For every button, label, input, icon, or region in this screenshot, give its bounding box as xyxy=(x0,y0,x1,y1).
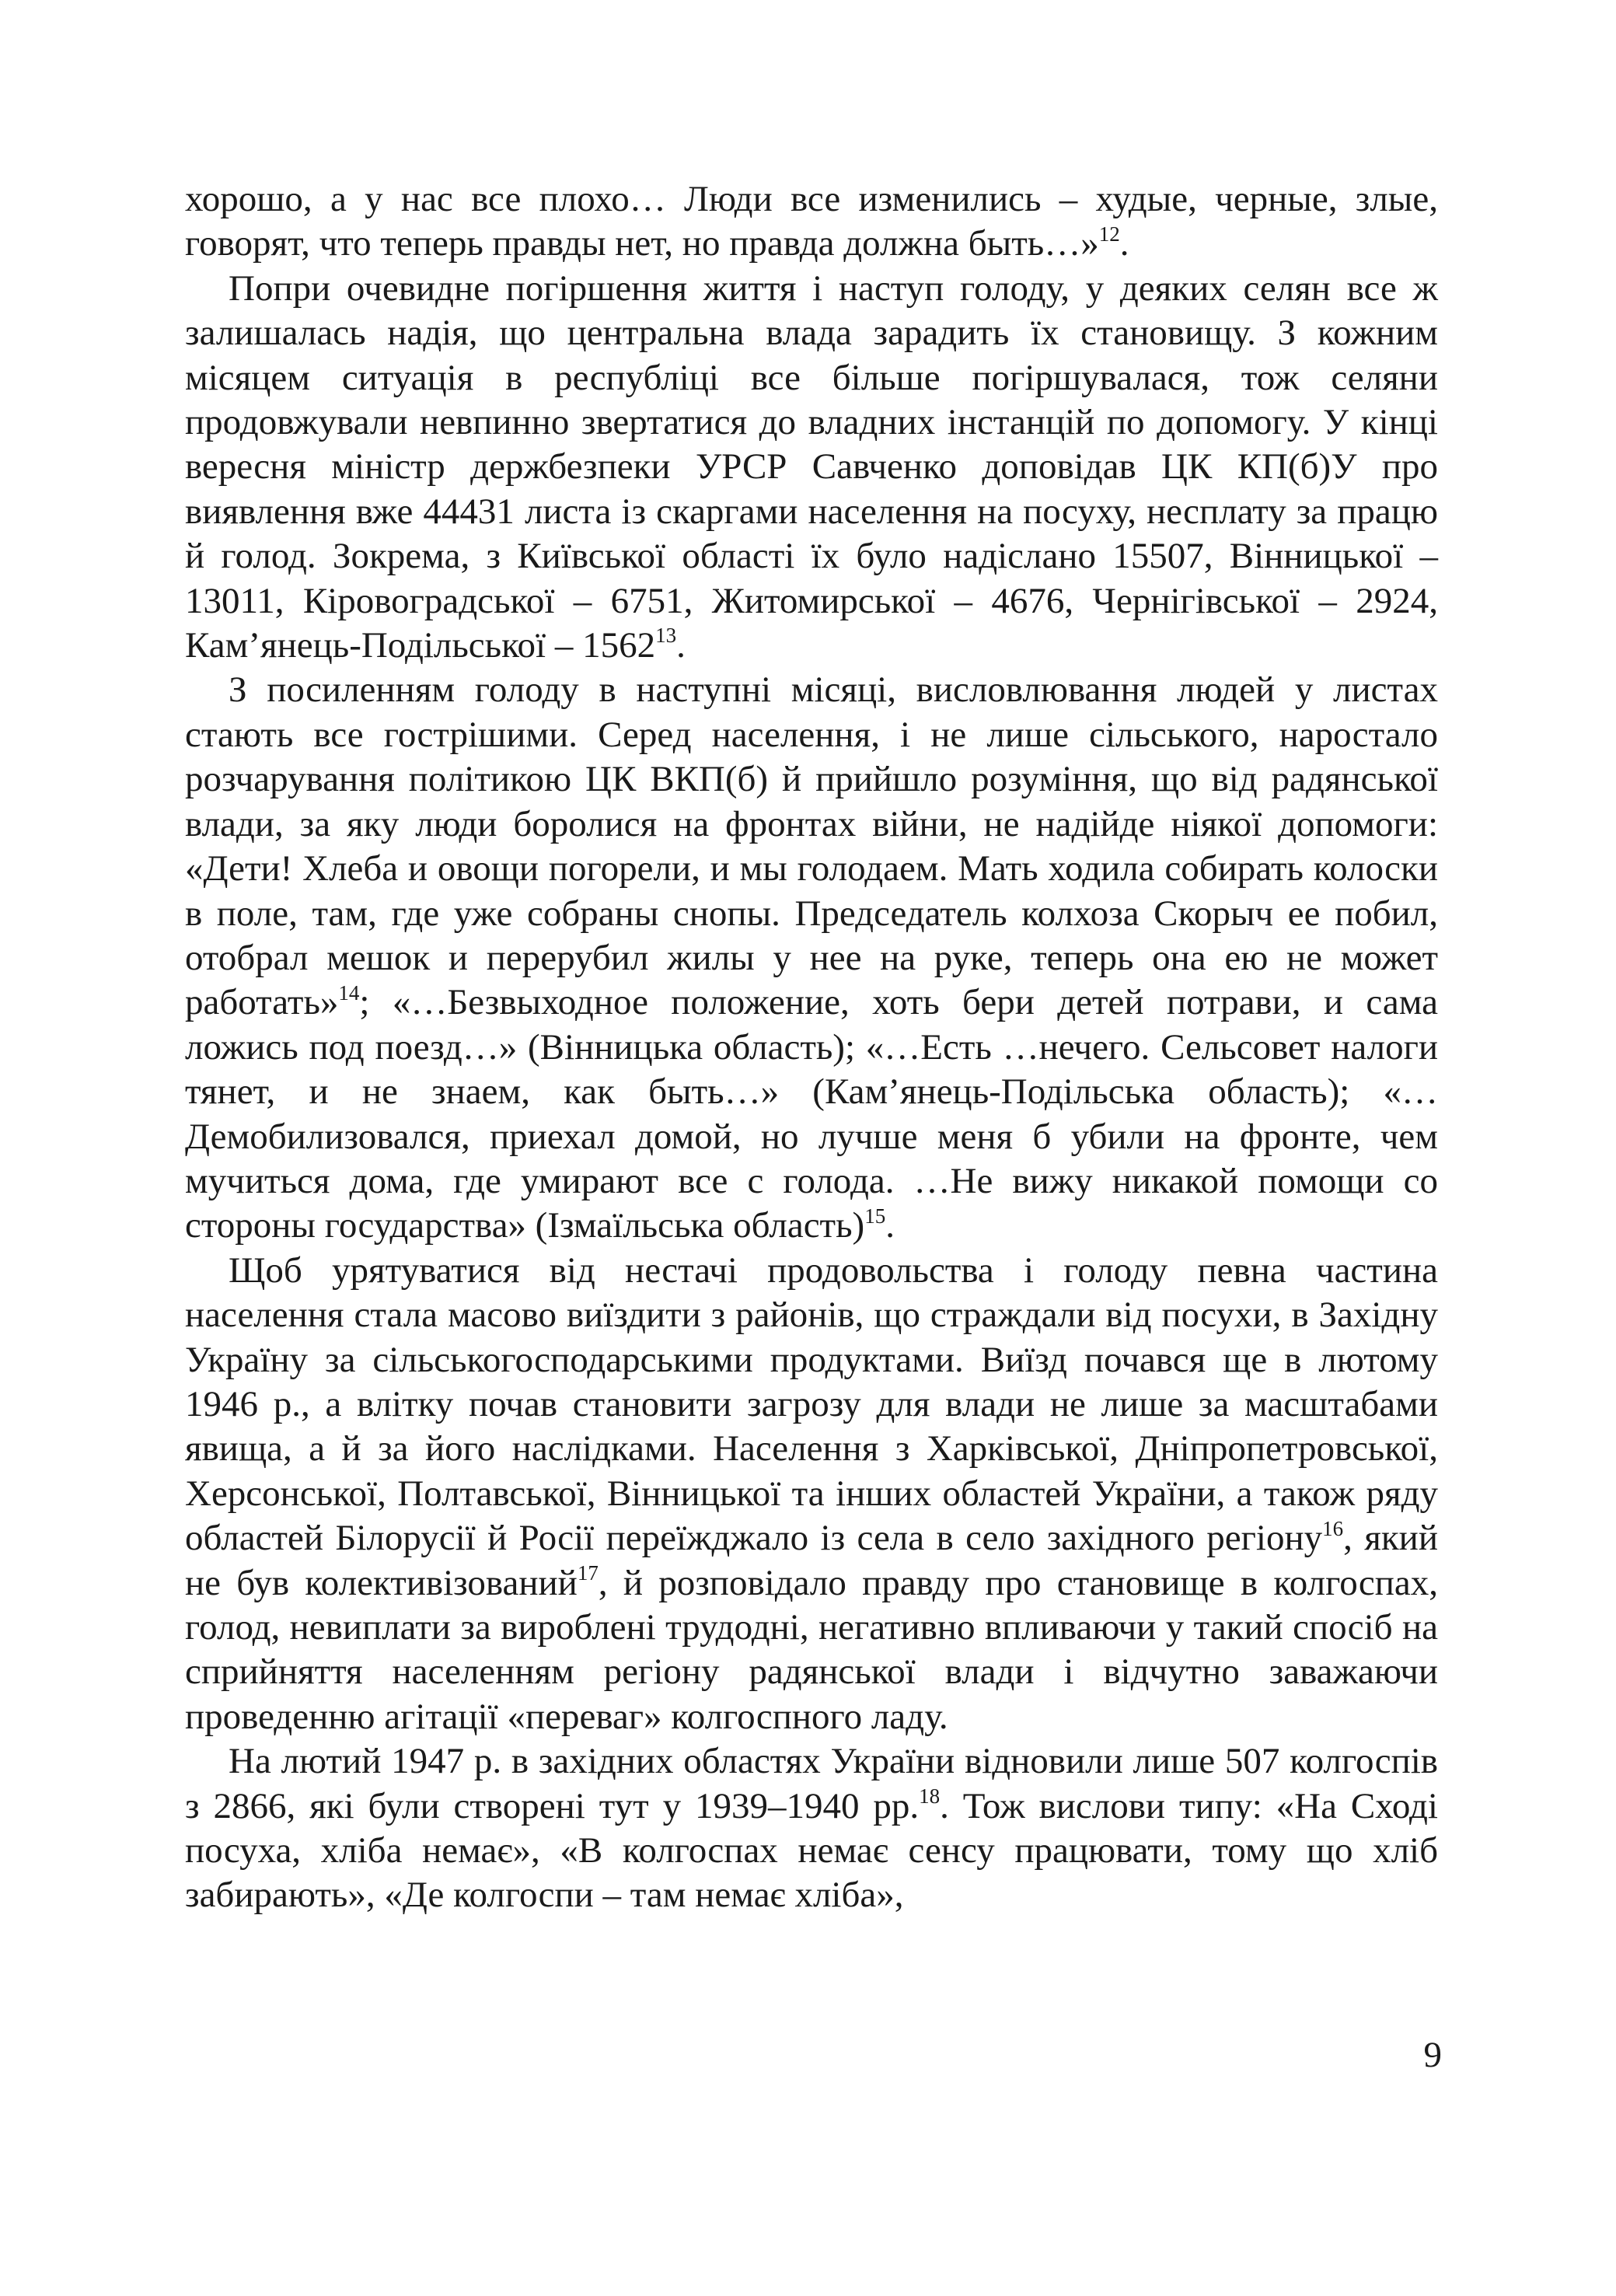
text-run: Попри очевидне погіршення життя і наступ голоду, у деяких селян все ж залишалась надія, що центральна влада зарадить їх становищу. З кожним місяцем ситуація в республіці все більше погіршувалася, тож селяни продовжували невпинно звертатися до владних інстанцій по допомогу. У кінці вересня міністр держбезпеки УРСР Савченко доповідав ЦК КП(б)У про виявлення вже 44431 листа із скаргами населення на посуху, несплату за працю й голод. Зокрема, з Київської області їх було надіслано 15507, Вінницької – 13011, Кіровоградської – 6751, Житомирської – 4676, Чернігівської – 2924, Кам’янець-Подільської – 1562 xyxy=(185,267,1438,666)
page-number: 9 xyxy=(1423,2035,1442,2075)
text-run: На лютий 1947 р. в західних областях України відновили лише 507 колгоспів з 2866, які були створені тут у 1939–1940 рр. xyxy=(185,1741,1438,1826)
footnote-ref: 16 xyxy=(1322,1516,1344,1540)
paragraph xyxy=(185,1739,1438,1918)
paragraph xyxy=(185,177,1438,267)
text-run: . xyxy=(676,625,686,666)
text-run: . xyxy=(1119,223,1129,264)
footnote-ref: 13 xyxy=(655,624,677,648)
body-text xyxy=(185,177,1438,1918)
footnote-ref: 14 xyxy=(338,980,360,1005)
text-run: , й розповідало правду про становище в колгоспах, голод, невиплати за вироблені трудодні, негативно впливаючи у такий спосіб на сприйняття населенням регіону радянської влади і відчутно заважаючи проведенню агітації «переваг» колгоспного ладу. xyxy=(185,1562,1438,1737)
footnote-ref: 17 xyxy=(577,1560,599,1585)
paragraph xyxy=(185,267,1438,669)
footnote-ref: 18 xyxy=(919,1784,941,1808)
text-run: хорошо, а у нас все плохо… Люди все изменились – худые, черные, злые, говорят, что теперь правды нет, но правда должна быть…» xyxy=(185,179,1438,264)
paragraph xyxy=(185,1249,1438,1739)
text-run: Щоб урятуватися від нестачі продовольства і голоду певна частина населення стала масово виїздити з районів, що страждали від посухи, в Західну Україну за сільськогосподарськими продуктами. Виїзд почався ще в лютому 1946 р., а влітку почав становити загрозу для влади не лише за масштабами явища, а й за його наслідками. Населення з Харківської, Дніпропетровської, Херсонської, Полтавської, Вінницької та інших областей України, а також ряду областей Білорусії й Росії переїжджало із села в село західного регіону xyxy=(185,1249,1438,1559)
text-run: , який не був колективізований xyxy=(185,1518,1438,1603)
text-run: ; «…Безвыходное положение, хоть бери детей потрави, и сама ложись под поезд…» (Вінницька область); «…Есть …нечего. Сельсовет налоги тянет, и не знаем, как быть…» (Кам’янець-Подільська область); «…Демобилизовался, приехал домой, но лучше меня б убили на фронте, чем мучиться дома, где умирают все с голода. …Не вижу никакой помощи со стороны государства» (Ізмаїльська область) xyxy=(185,982,1438,1246)
text-run: З посиленням голоду в наступні місяці, висловлювання людей у листах стають все гострішими. Серед населення, і не лише сільського, наростало розчарування політикою ЦК ВКП(б) й прийшло розуміння, що від радянської влади, за яку люди боролися на фронтах війни, не надійде ніякої допомоги: «Дети! Хлеба и овощи погорели, и мы голодаем. Мать ходила собирать колоски в поле, там, где уже собраны снопы. Председатель колхоза Скорыч ее побил, отобрал мешок и перерубил жилы у нее на руке, теперь она ею не может работать» xyxy=(185,669,1438,1023)
text-run: . xyxy=(885,1205,895,1246)
footnote-ref: 12 xyxy=(1098,222,1120,246)
text-run: . Тож вислови типу: «На Сході посуха, хліба немає», «В колгоспах немає сенсу працювати, тому що хліб забирають», «Де колгоспи – там немає хліба», xyxy=(185,1785,1438,1916)
paragraph xyxy=(185,668,1438,1248)
footnote-ref: 15 xyxy=(864,1204,886,1228)
